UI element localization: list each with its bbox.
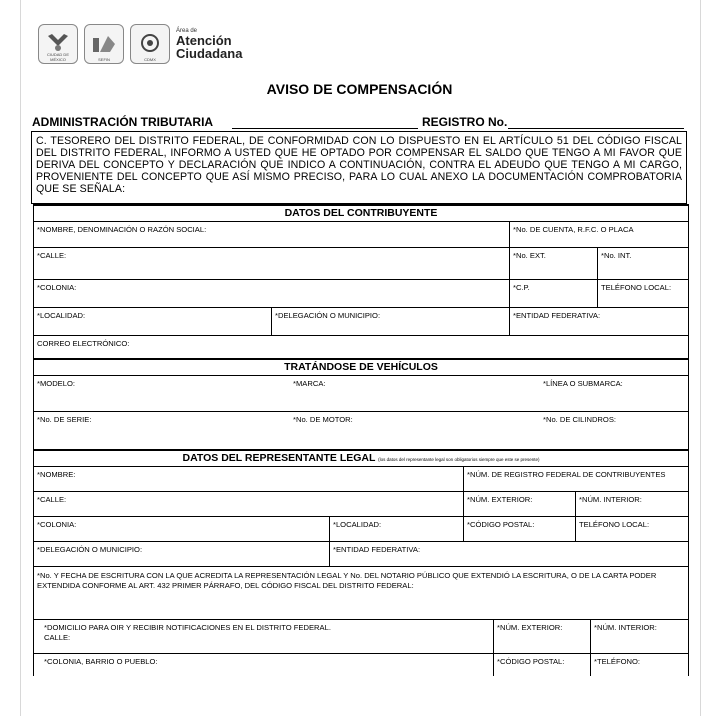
rep-delegacion-field[interactable]: *DELEGACIÓN O MUNICIPIO: <box>34 542 330 566</box>
vehiculos-heading <box>34 358 688 376</box>
representante-row-4 <box>34 542 688 567</box>
cdmx2-logo-caption: CDMX <box>144 57 156 62</box>
rep-calle-field[interactable]: *CALLE: <box>34 492 464 516</box>
representante-row-6 <box>34 620 688 654</box>
seal-icon <box>138 33 162 55</box>
rep-colonia-field[interactable]: *COLONIA: <box>34 517 330 541</box>
motor-field[interactable]: *No. DE MOTOR: <box>293 415 353 424</box>
contribuyente-row-2 <box>34 248 688 280</box>
representante-heading <box>34 449 688 467</box>
sefin-logo-caption: SEFIN <box>98 57 110 62</box>
calle-field[interactable]: *CALLE: <box>34 248 510 279</box>
form-table <box>33 204 689 676</box>
colonia-field[interactable]: *COLONIA: <box>34 280 510 307</box>
cdmx-logo-caption: CIUDAD DE MÉXICO <box>46 52 69 62</box>
rep-domicilio-label: *DOMICILIO PARA OIR Y RECIBIR NOTIFICACIONES EN EL DISTRITO FEDERAL. <box>44 623 331 632</box>
serie-field[interactable]: *No. DE SERIE: <box>37 415 92 424</box>
contribuyente-row-1 <box>34 222 688 248</box>
area-label: Área de <box>176 28 198 34</box>
area-name-1: Atención <box>176 33 232 48</box>
representante-row-3 <box>34 517 688 542</box>
registro-blank-line <box>508 128 684 129</box>
representante-row-7 <box>34 654 688 676</box>
document-title: AVISO DE COMPENSACIÓN <box>266 81 453 97</box>
representante-heading-note: (los datos del representante legal son obligatorios siempre que este se presente) <box>378 457 540 462</box>
telefono-field[interactable]: TELÉFONO LOCAL: <box>601 283 672 292</box>
admin-blank-line <box>232 128 418 129</box>
rep-dom-colonia-field[interactable]: *COLONIA, BARRIO O PUEBLO: <box>34 654 494 676</box>
rep-rfc-field[interactable]: *NÚM. DE REGISTRO FEDERAL DE CONTRIBUYENTES <box>467 470 666 479</box>
page-edge-left <box>20 0 21 716</box>
entidad-field[interactable]: *ENTIDAD FEDERATIVA: <box>513 311 601 320</box>
no-ext-field[interactable]: *No. EXT. <box>510 248 598 279</box>
rep-dom-telefono-field[interactable]: *TELÉFONO: <box>594 657 640 666</box>
marca-field[interactable]: *MARCA: <box>293 379 326 388</box>
rep-domicilio-field[interactable] <box>34 620 494 653</box>
representante-heading-text: DATOS DEL REPRESENTANTE LEGAL <box>182 452 376 464</box>
rep-num-int-field[interactable]: *NÚM. INTERIOR: <box>579 495 642 504</box>
cp-field[interactable]: *C.P. <box>510 280 598 307</box>
vehiculos-row-1 <box>34 376 688 412</box>
rep-telefono-field[interactable]: TELÉFONO LOCAL: <box>579 520 650 529</box>
cdmx-seal-logo <box>130 24 170 64</box>
rep-escritura-field[interactable]: *No. Y FECHA DE ESCRITURA CON LA QUE ACREDITA LA REPRESENTACIÓN LEGAL Y No. DEL NOTARIO PÚBLICO QUE EXTENDIÓ LA ESCRITURA, O DE LA CARTA PODER EXTENDIDA CONFORME AL ART. 432 PRIMER PÁRRAFO, DEL CÓDIGO FISCAL DEL DISTRITO FEDERAL: <box>37 571 657 590</box>
registro-label: REGISTRO No. <box>422 115 508 129</box>
contribuyente-heading-text: DATOS DEL CONTRIBUYENTE <box>284 207 438 219</box>
contribuyente-row-4 <box>34 308 688 336</box>
sefin-logo <box>84 24 124 64</box>
cilindros-field[interactable]: *No. DE CILINDROS: <box>543 415 617 424</box>
intro-paragraph: C. TESORERO DEL DISTRITO FEDERAL, DE CONFORMIDAD CON LO DISPUESTO EN EL ARTÍCULO 51 DEL CÓDIGO FISCAL DEL DISTRITO FEDERAL, INFORMO A USTED QUE HE OPTADO POR COMPENSAR EL SALDO QUE TENGO A MI FAVOR QUE DERIVA DEL CONCEPTO Y DECLARACIÓN QUE INDICO A CONTINUACIÓN, CONTRA EL ADEUDO QUE TENGO A MI CARGO, PROVENIENTE DEL CONCEPTO QUE ASÍ MISMO PRECISO, PARA LO CUAL ANEXO LA DOCUMENTACIÓN COMPROBATORIA QUE SE SEÑALA: <box>31 131 687 204</box>
admin-label: ADMINISTRACIÓN TRIBUTARIA <box>32 115 214 129</box>
representante-row-1 <box>34 467 688 492</box>
rep-localidad-field[interactable]: *LOCALIDAD: <box>330 517 464 541</box>
header-logos <box>38 24 242 64</box>
correo-field[interactable]: CORREO ELECTRÓNICO: <box>37 339 130 348</box>
representante-row-5 <box>34 567 688 620</box>
rep-dom-calle-label: CALLE: <box>44 633 71 642</box>
no-int-field[interactable]: *No. INT. <box>601 251 632 260</box>
representante-row-2 <box>34 492 688 517</box>
rep-num-ext-field[interactable]: *NÚM. EXTERIOR: <box>464 492 576 516</box>
rep-dom-num-ext-field[interactable]: *NÚM. EXTERIOR: <box>494 620 591 653</box>
area-name-2: Ciudadana <box>176 46 243 61</box>
page-edge-right <box>700 0 701 716</box>
atencion-ciudadana-logo <box>176 28 242 60</box>
cuenta-field[interactable]: *No. DE CUENTA, R.F.C. O PLACA <box>513 225 634 234</box>
contribuyente-row-5 <box>34 336 688 358</box>
rep-cp-field[interactable]: *CÓDIGO POSTAL: <box>464 517 576 541</box>
rep-dom-cp-field[interactable]: *CÓDIGO POSTAL: <box>494 654 591 676</box>
modelo-field[interactable]: *MODELO: <box>37 379 75 388</box>
linea-field[interactable]: *LÍNEA O SUBMARCA: <box>543 379 623 388</box>
delegacion-field[interactable]: *DELEGACIÓN O MUNICIPIO: <box>272 308 510 335</box>
cdmx-logo <box>38 24 78 64</box>
localidad-field[interactable]: *LOCALIDAD: <box>34 308 272 335</box>
rep-entidad-field[interactable]: *ENTIDAD FEDERATIVA: <box>333 545 421 554</box>
contribuyente-row-3 <box>34 280 688 308</box>
vehiculos-row-2 <box>34 412 688 449</box>
contribuyente-heading <box>34 204 688 222</box>
vehiculos-heading-text: TRATÁNDOSE DE VEHÍCULOS <box>284 361 438 373</box>
nombre-field[interactable]: *NOMBRE, DENOMINACIÓN O RAZÓN SOCIAL: <box>34 222 510 247</box>
rep-dom-num-int-field[interactable]: *NÚM. INTERIOR: <box>594 623 657 632</box>
sefin-emblem-icon <box>90 32 118 56</box>
rep-nombre-field[interactable]: *NOMBRE: <box>34 467 464 491</box>
